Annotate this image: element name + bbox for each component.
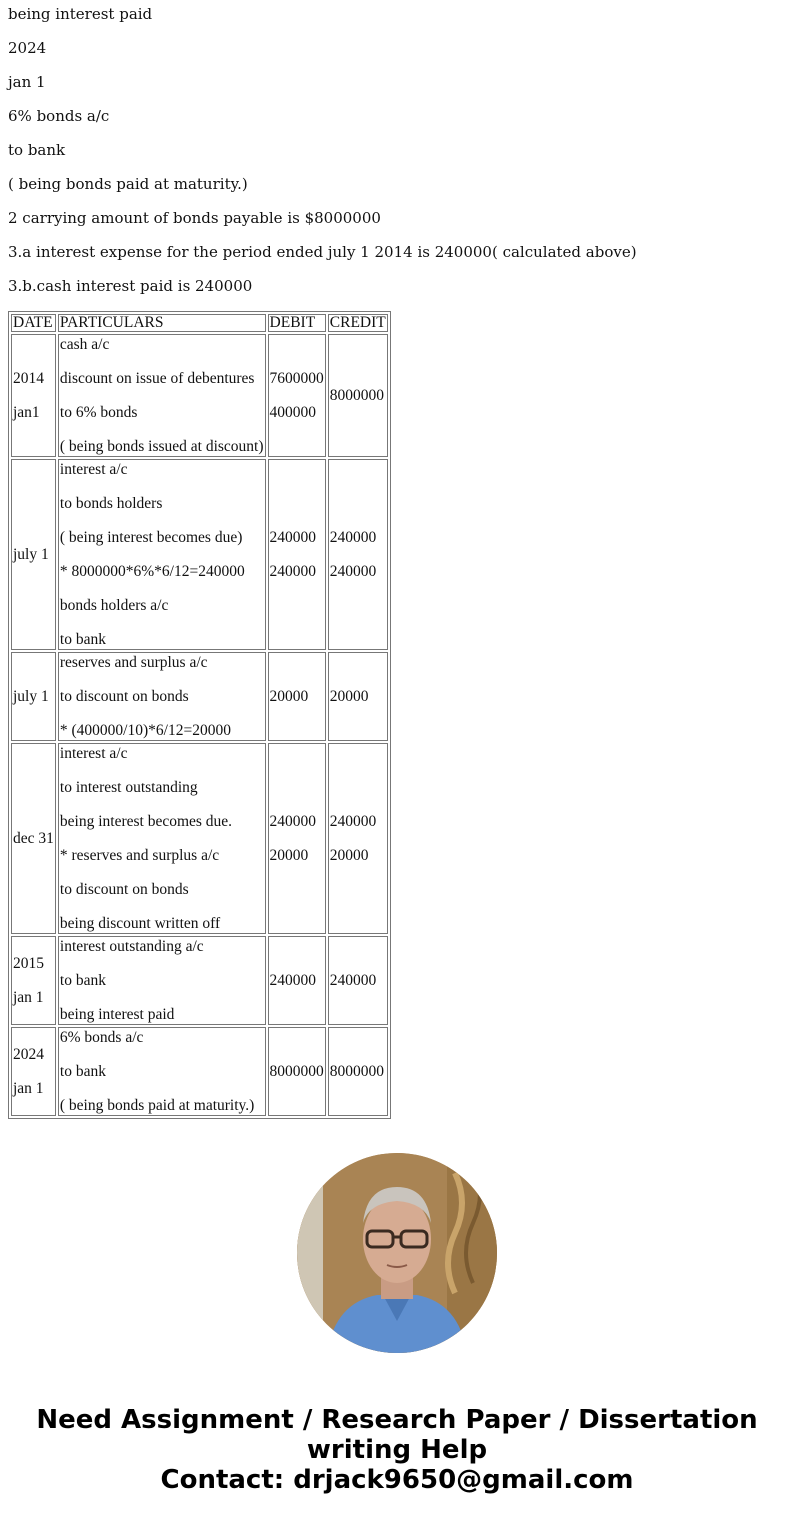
cell-line: jan 1 xyxy=(13,1079,44,1097)
cell-line: july 1 xyxy=(13,687,49,705)
entry-debit-cell xyxy=(268,936,326,1025)
cell-line: to bank xyxy=(59,971,106,989)
cell-line: 20000 xyxy=(329,687,369,705)
entry-particulars-cell xyxy=(58,652,266,741)
cell-line: to interest outstanding xyxy=(59,778,198,796)
cell-line: to bank xyxy=(59,1062,106,1080)
cell-line: being interest becomes due. xyxy=(59,812,233,830)
promo-line: Need Assignment / Research Paper / Dissertation xyxy=(36,1405,758,1435)
cell-line: 8000000 xyxy=(329,386,385,404)
cell-line: to discount on bonds xyxy=(59,880,189,898)
entry-credit-cell xyxy=(328,334,388,457)
promo-banner xyxy=(0,1405,794,1495)
entry-date-cell xyxy=(11,1027,56,1116)
cash-interest-line: 3.b.cash interest paid is 240000 xyxy=(8,277,253,295)
cell-line: 7600000 xyxy=(269,369,324,387)
cell-line: reserves and surplus a/c xyxy=(59,653,208,671)
cell-line: * 8000000*6%*6/12=240000 xyxy=(59,562,245,580)
cell-line: 240000 xyxy=(269,812,317,830)
entry-particulars-cell xyxy=(58,743,266,934)
entry-debit-cell xyxy=(268,334,326,457)
entry-credit-cell xyxy=(328,652,388,741)
cell-line: 20000 xyxy=(329,846,369,864)
cell-line: 8000000 xyxy=(329,1062,385,1080)
entry-date-cell xyxy=(11,652,56,741)
journal-entry-row xyxy=(11,652,388,741)
cell-line: 8000000 xyxy=(269,1062,324,1080)
intro-line: jan 1 xyxy=(8,73,46,91)
particulars-header: PARTICULARS xyxy=(58,314,266,332)
date-header: DATE xyxy=(11,314,56,332)
entry-particulars-cell xyxy=(58,936,266,1025)
cell-line: 20000 xyxy=(269,687,309,705)
cell-line: to bonds holders xyxy=(59,494,163,512)
intro-line: to bank xyxy=(8,141,66,159)
entry-credit-cell xyxy=(328,1027,388,1116)
table-header-row xyxy=(11,314,388,332)
person-portrait-icon xyxy=(297,1153,497,1353)
cell-line: * reserves and surplus a/c xyxy=(59,846,220,864)
cell-line: to discount on bonds xyxy=(59,687,189,705)
entry-particulars-cell xyxy=(58,459,266,650)
cell-line: to bank xyxy=(59,630,106,648)
intro-line: ( being bonds paid at maturity.) xyxy=(8,175,248,193)
entry-credit-cell xyxy=(328,743,388,934)
cell-line: 240000 xyxy=(269,971,317,989)
cell-line: bonds holders a/c xyxy=(59,596,169,614)
intro-line: 6% bonds a/c xyxy=(8,107,110,125)
cell-line: 240000 xyxy=(329,562,377,580)
debit-header: DEBIT xyxy=(268,314,326,332)
cell-line: 6% bonds a/c xyxy=(59,1028,144,1046)
cell-line: 240000 xyxy=(269,562,317,580)
interest-expense-line: 3.a interest expense for the period ended july 1 2014 is 240000( calculated above) xyxy=(8,243,637,261)
cell-line: 20000 xyxy=(269,846,309,864)
entry-date-cell xyxy=(11,743,56,934)
entry-date-cell xyxy=(11,936,56,1025)
entry-debit-cell xyxy=(268,1027,326,1116)
intro-line: 2024 xyxy=(8,39,47,57)
journal-entry-row xyxy=(11,743,388,934)
cell-line: jan 1 xyxy=(13,988,44,1006)
cell-line: jan1 xyxy=(13,403,40,421)
cell-line: ( being bonds paid at maturity.) xyxy=(59,1096,255,1114)
author-avatar xyxy=(297,1153,497,1353)
entry-particulars-cell xyxy=(58,334,266,457)
cell-line: to 6% bonds xyxy=(59,403,138,421)
cell-line: interest a/c xyxy=(59,460,128,478)
cell-line: dec 31 xyxy=(13,829,54,847)
cell-line: discount on issue of debentures xyxy=(59,369,255,387)
entry-particulars-cell xyxy=(58,1027,266,1116)
cell-line: ( being bonds issued at discount) xyxy=(59,437,264,455)
cell-line: interest a/c xyxy=(59,744,128,762)
cell-line: 2015 xyxy=(13,954,44,972)
credit-header: CREDIT xyxy=(329,314,386,331)
promo-contact: Contact: drjack9650@gmail.com xyxy=(160,1465,634,1495)
entry-credit-cell xyxy=(328,459,388,650)
cell-line: cash a/c xyxy=(59,335,110,353)
cell-line: 240000 xyxy=(329,528,377,546)
entry-date-cell xyxy=(11,334,56,457)
journal-entry-row xyxy=(11,334,388,457)
cell-line: interest outstanding a/c xyxy=(59,937,204,955)
journal-entry-row xyxy=(11,1027,388,1116)
cell-line: * (400000/10)*6/12=20000 xyxy=(59,721,231,739)
promo-line: writing Help xyxy=(306,1435,488,1465)
journal-entries-table xyxy=(8,311,391,1119)
intro-line: being interest paid xyxy=(8,5,153,23)
cell-line: 240000 xyxy=(329,971,377,989)
cell-line: 400000 xyxy=(269,403,317,421)
cell-line: july 1 xyxy=(13,545,49,563)
entry-debit-cell xyxy=(268,652,326,741)
cell-line: 2024 xyxy=(13,1045,44,1063)
entry-date-cell xyxy=(11,459,56,650)
cell-line: 240000 xyxy=(269,528,317,546)
carrying-amount-line: 2 carrying amount of bonds payable is $8000000 xyxy=(8,209,381,227)
cell-line: being interest paid xyxy=(59,1005,175,1023)
cell-line: ( being interest becomes due) xyxy=(59,528,243,546)
entry-debit-cell xyxy=(268,743,326,934)
journal-entry-row xyxy=(11,459,388,650)
entry-debit-cell xyxy=(268,459,326,650)
cell-line: 2014 xyxy=(13,369,44,387)
cell-line: 240000 xyxy=(329,812,377,830)
journal-entry-row xyxy=(11,936,388,1025)
cell-line: being discount written off xyxy=(59,914,221,932)
entry-credit-cell xyxy=(328,936,388,1025)
journal-body xyxy=(11,334,388,1116)
